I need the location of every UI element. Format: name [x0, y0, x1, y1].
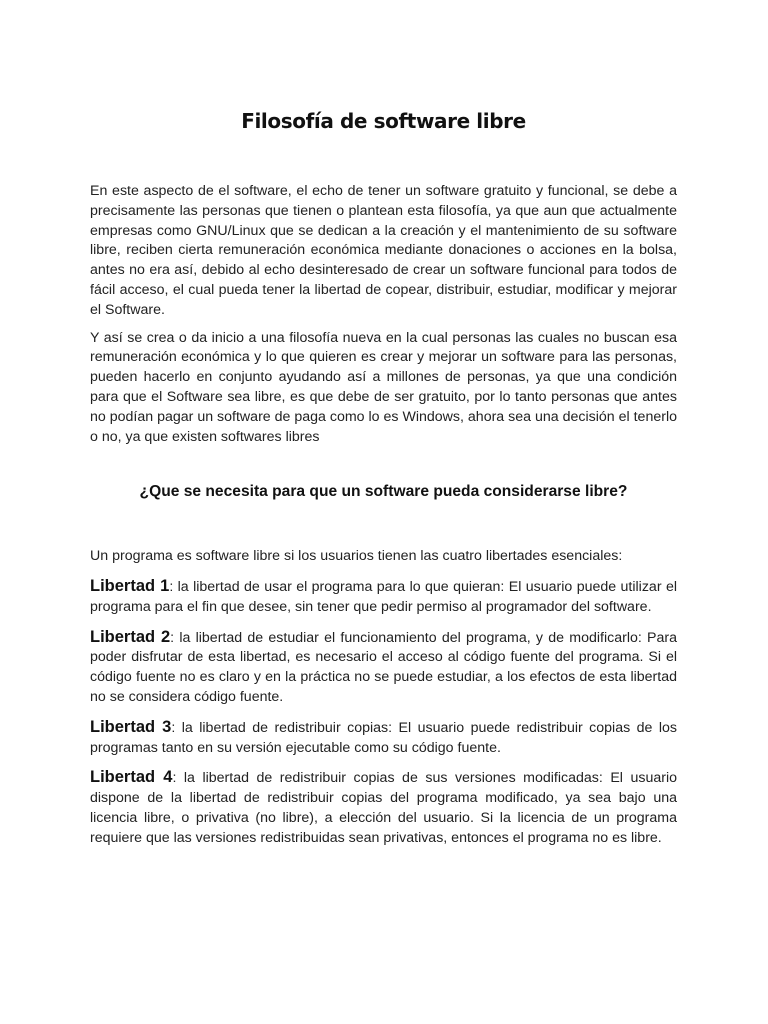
freedom-text: : la libertad de estudiar el funcionamiento del programa, y de modificarlo: Para poder disfrutar de esta libertad, es necesario el acceso al código fuente del programa. Si el código fuente no es claro y en la práctica no se puede estudiar, a los efectos de esta libertad no se considera código fuente. [90, 629, 678, 705]
freedoms-list [90, 577, 677, 859]
section-heading: ¿Que se necesita para que un software pueda considerarse libre? [139, 483, 628, 500]
freedom-name: Libertad 1 [90, 577, 170, 595]
freedom-name: Libertad 2 [90, 627, 171, 646]
freedom-item-1 [90, 577, 677, 618]
intro-paragraph-2: Y así se crea o da inicio a una filosofía nueva en la cual personas las cuales no buscan esa remuneración económica y lo que quieren es crear y mejorar un software para las personas, pueden hacerlo en conjunto ayudando así a millones de personas, ya que una condición para que el Software sea libre, es que debe de ser gratuito, por lo tanto personas que antes no podían pagar un software de paga como lo es Windows, ahora sea una decisión el tenerlo o no, ya que existen softwares libres [90, 329, 677, 445]
freedom-name: Libertad 4 [90, 768, 173, 787]
intro-paragraph-1: En este aspecto de el software, el echo de tener un software gratuito y funcional, se debe a precisamente las personas que tienen o plantean esta filosofía, ya que aun que actualmente empresas como GNU/Linux que se dedican a la creación y el mantenimiento de su software libre, reciben cierta remuneración económica mediante donaciones o acciones en la bolsa, antes no era así, debido al echo desinteresado de crear un software funcional para todos de fácil acceso, el cual pueda tener la libertad de copear, distribuir, estudiar, modificar y mejorar el Software. [90, 183, 677, 318]
freedom-item-2 [90, 628, 677, 708]
freedom-text: : la libertad de redistribuir copias de sus versiones modificadas: El usuario dispone de la libertad de redistribuir copias del programa modificado, ya sea bajo una licencia libre, o privativa (no libre), a elección del usuario. Si la licencia de un programa requiere que las versiones redistribuidas sean privativas, entonces el programa no es libre. [90, 770, 678, 846]
intro-section [90, 182, 677, 447]
page-title: Filosofía de software libre [241, 109, 526, 134]
freedoms-lead: Un programa es software libre si los usuarios tienen las cuatro libertades esenciales: [90, 548, 623, 564]
freedom-item-4 [90, 768, 677, 848]
freedom-name: Libertad 3 [90, 717, 172, 736]
freedom-item-3 [90, 718, 677, 759]
freedom-text: : la libertad de usar el programa para lo que quieran: El usuario puede utilizar el programa para el fin que desee, sin tener que pedir permiso al programador del software. [90, 579, 677, 615]
freedom-text: : la libertad de redistribuir copias: El usuario puede redistribuir copias de los programas tanto en su versión ejecutable como su código fuente. [90, 719, 677, 756]
